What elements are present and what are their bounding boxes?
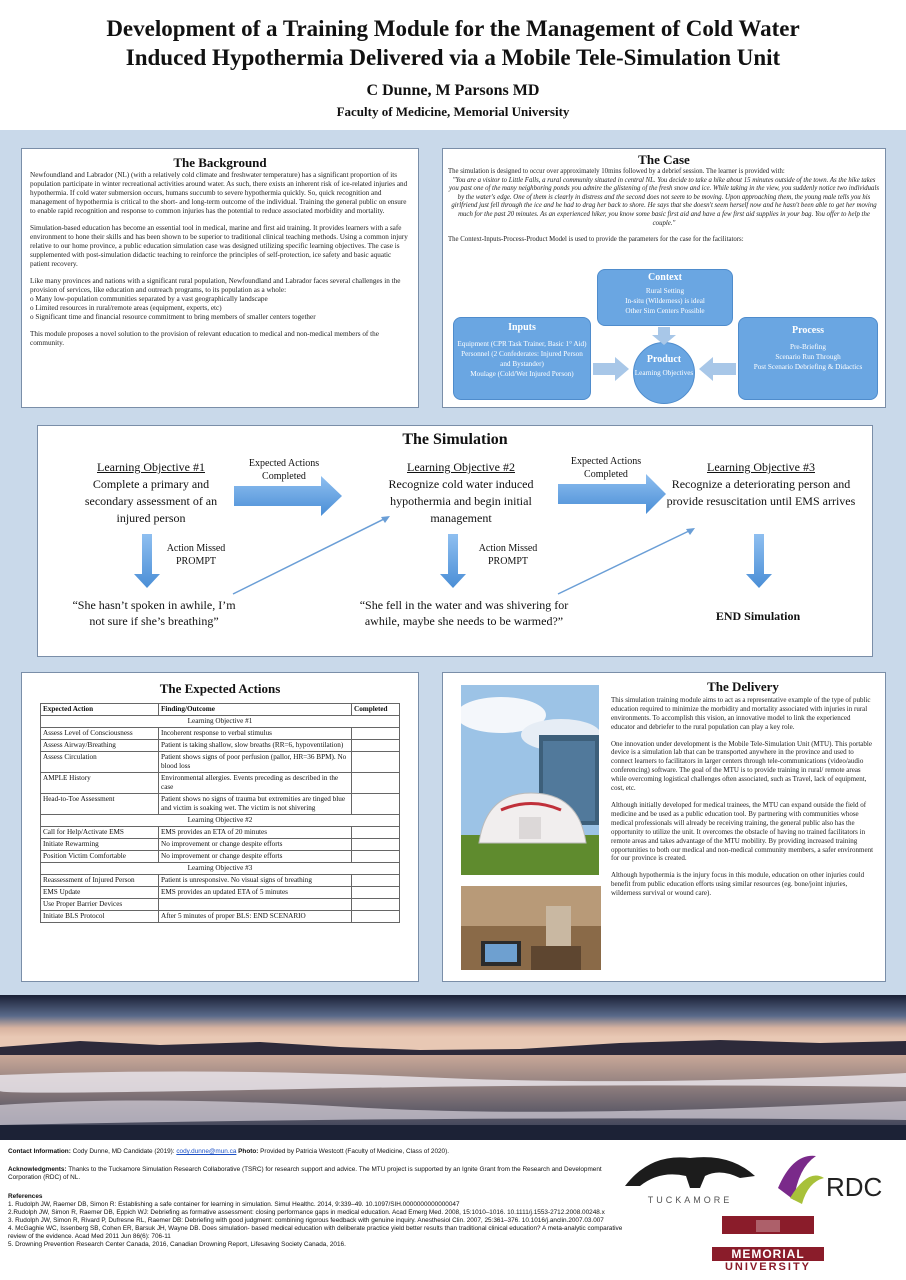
authors: C Dunne, M Parsons MD	[366, 82, 540, 99]
mtu-interior-photo	[461, 886, 601, 970]
finding-cell: Patient is unresponsive. No visual signs of breathing	[159, 875, 352, 887]
prompt-quote-1: “She hasn’t spoken in awhile, I’m not sure if she’s breathing”	[72, 598, 236, 628]
background-p4: This module proposes a novel solution to the provision of relevant education to medical and non-medical members of the community.	[30, 330, 379, 347]
title-line-1: Development of a Training Module for the Management of Cold Water	[106, 16, 800, 41]
table-row	[41, 851, 400, 863]
process-line: Scenario Run Through	[775, 353, 841, 361]
references-label: References	[8, 1193, 43, 1200]
poster-title	[20, 14, 886, 72]
return-arrow-1	[233, 518, 386, 594]
mtu-tent-photo	[461, 685, 599, 875]
background-body	[30, 171, 410, 348]
context-line: In-situ (Wilderness) is ideal	[625, 297, 705, 305]
mun-text-2: UNIVERSITY	[724, 1261, 811, 1273]
delivery-p1: This simulation training module aims to act as a representative example of the type of public education required to minimize the morbidity and mortality associated with injuries in rural environments. To accomplish this vision, an innovative model to link the experienced educator and debriefer to the rural population can play a key role.	[611, 695, 871, 731]
finding-cell: EMS provides an updated ETA of 5 minutes	[159, 887, 352, 899]
lo2-text: Recognize cold water induced hypothermia and begin initial management	[388, 477, 534, 525]
context-line: Other Sim Centers Possible	[625, 307, 705, 315]
arrow-right-icon	[558, 474, 666, 514]
completed-label-1: Expected Actions Completed	[248, 458, 320, 482]
tuckamore-logo	[620, 1148, 760, 1203]
delivery-body	[611, 679, 875, 906]
inputs-line: Equipment (CPR Task Trainer, Basic 1° Aid)	[457, 340, 587, 348]
background-section	[21, 148, 419, 408]
completed-cell[interactable]	[352, 827, 400, 839]
prompt-quote-2: “She fell in the water and was shivering for awhile, maybe she needs to be warmed?”	[359, 598, 569, 628]
process-line: Post Scenario Debriefing & Didactics	[753, 363, 863, 371]
rdc-text: RDC	[826, 1172, 883, 1202]
expected-action-cell: Assess Level of Consciousness	[41, 728, 159, 740]
table-row	[41, 752, 400, 773]
finding-cell: Environmental allergies. Events preceding as described in the case	[159, 773, 352, 794]
finding-cell: EMS provides an ETA of 20 minutes	[159, 827, 352, 839]
contact-email-link[interactable]: cody.dunne@mun.ca	[176, 1148, 237, 1155]
simulation-heading: The Simulation	[402, 431, 508, 448]
bullet: o Limited resources in rural/remote areas (equipment, experts, etc)	[30, 304, 410, 313]
finding-cell: Incoherent response to verbal stimulus	[159, 728, 352, 740]
delivery-p4: Although hypothermia is the injury focus in this module, education on other injuries could benefit from public education efforts using similar resources (eg. bone/joint injuries, wilderness survival or wound care).	[611, 871, 865, 898]
inputs-line: Personnel (2 Confederates: Injured Person and Bystander)	[461, 350, 583, 368]
background-p1: Newfoundland and Labrador (NL) (with a relatively cold climate and freshwater temperature) has a significant proportion of its population participate in winter recreational activities around water. As such, there exists an inherent risk of ice-related injuries and hypothermia. If cold water submersion occurs, humans succumb to severe hypothermia quickly. So, quick recognition and management of hypothermia is critical to the short- and long-term outcome of the individual. Training the general public on ensure to enable rapid recognition and response to common injuries has the potential to reduce associated morbidity and mortality.	[30, 171, 408, 215]
background-p2: Simulation-based education has become an essential tool in medical, marine and first aid training. It provides learners with a safe environment to hone their skills and has been shown to be superior to traditional clinical teaching methods. Using a common injury relative to our home province, a public education simulation case was designed utilizing specific learning objectives. The case is supplemented with post-simulation didactic teaching to reinforce the principles of self-protection, ice safety and basic aquatic patient recovery.	[30, 224, 408, 268]
column-header: Expected Action	[41, 704, 159, 716]
column-header: Completed	[352, 704, 400, 716]
completed-cell[interactable]	[352, 773, 400, 794]
title-line-2: Induced Hypothermia Delivered via a Mobile Tele-Simulation Unit	[125, 45, 781, 70]
completed-cell[interactable]	[352, 875, 400, 887]
lo3-text: Recognize a deteriorating person and provide resuscitation until EMS arrives	[666, 477, 856, 508]
case-heading: The Case	[638, 152, 690, 167]
photo-text: Provided by Patricia Westcott (Faculty of Medicine, Class of 2020).	[260, 1148, 450, 1155]
delivery-heading: The Delivery	[707, 679, 779, 694]
acknowledgments	[8, 1166, 618, 1182]
arrow-right-icon	[234, 476, 342, 516]
ack-label: Acknowledgments:	[8, 1166, 67, 1173]
section-label: Learning Objective #2	[41, 815, 400, 827]
background-heading: The Background	[173, 155, 267, 170]
poster-header	[0, 0, 906, 130]
expected-action-cell: AMPLE History	[41, 773, 159, 794]
completed-cell[interactable]	[352, 911, 400, 923]
landscape-photo	[0, 995, 906, 1140]
finding-cell: Patient shows signs of poor perfusion (pallor, HR=36 BPM). No blood loss	[159, 752, 352, 773]
delivery-p2: One innovation under development is the Mobile Tele-Simulation Unit (MTU). This portable device is a simulation lab that can be transported anywhere in the province and used to connect learners to facilitators in larger centers through tele-communications (video/audio conferencing) software. The goal of the MTU is to provide training in rural/ remote areas while overcoming logistical challenges often associated, such as Travel, lack of equipment, cost, etc.	[611, 739, 872, 793]
table-row	[41, 911, 400, 923]
arrow-right-icon	[593, 357, 629, 381]
lo1-text: Complete a primary and secondary assessment of an injured person	[84, 477, 218, 525]
completed-cell[interactable]	[352, 899, 400, 911]
table-row	[41, 827, 400, 839]
completed-cell[interactable]	[352, 851, 400, 863]
lo3-title: Learning Objective #3	[707, 460, 815, 474]
reference-item: 2.Rudolph JW, Simon R, Raemer DB, Eppich WJ: Debriefing as formative assessment: closing performance gaps in medical education. Acad Emerg Med. 2008, 15:1010–1016. 10.1111/j.1553-2712.2008.00248.x	[8, 1209, 605, 1216]
lo1-title: Learning Objective #1	[97, 460, 205, 474]
product-line: Learning Objectives	[634, 369, 694, 377]
contact-text: Cody Dunne, MD Candidate (2019):	[72, 1148, 177, 1155]
process-line: Pre-Briefing	[790, 343, 826, 351]
finding-cell: Patient is taking shallow, slow breaths (RR=6, hypoventilation)	[159, 740, 352, 752]
expected-action-cell: Initiate BLS Protocol	[41, 911, 159, 923]
completed-cell[interactable]	[352, 839, 400, 851]
completed-cell[interactable]	[352, 740, 400, 752]
background-p3: Like many provinces and nations with a significant rural population, Newfoundland and Labrador faces several challenges in the provision of services, like education and outreach programs, to its population as a whole:	[30, 277, 401, 294]
finding-cell: No improvement or change despite efforts	[159, 839, 352, 851]
arrow-down-icon	[746, 534, 772, 588]
contact-label: Contact Information:	[8, 1148, 71, 1155]
missed-label-2: Action Missed PROMPT	[478, 543, 538, 567]
rdc-logo	[768, 1148, 898, 1208]
table-row	[41, 740, 400, 752]
simulation-arrows	[38, 426, 874, 658]
table-section-row	[41, 863, 400, 875]
expected-action-cell: Head-to-Toe Assessment	[41, 794, 159, 815]
table-row	[41, 839, 400, 851]
expected-action-cell: EMS Update	[41, 887, 159, 899]
rdc-swirl-icon	[768, 1148, 828, 1206]
reference-item: 3. Rudolph JW, Simon R, Rivard P, Dufresne RL, Raemer DB: Debriefing with good judgment: combining rigorous feedback with genuine inquiry. Anesthesiol Clin. 2007, 25:361–376. 10.1016/j.anclin.2007.03.007	[8, 1217, 604, 1224]
section-label: Learning Objective #1	[41, 716, 400, 728]
context-line: Rural Setting	[645, 287, 685, 295]
expected-action-cell: Assess Airway/Breathing	[41, 740, 159, 752]
table-section-row	[41, 716, 400, 728]
expected-action-cell: Call for Help/Activate EMS	[41, 827, 159, 839]
expected-action-cell: Reassessment of Injured Person	[41, 875, 159, 887]
bullet: o Significant time and financial resource commitment to bring members of smaller centers together	[30, 313, 410, 322]
table-row	[41, 899, 400, 911]
completed-cell[interactable]	[352, 794, 400, 815]
table-row	[41, 875, 400, 887]
missed-label-1: Action Missed PROMPT	[166, 543, 226, 567]
bullet: o Many low-population communities separated by a vast geographically landscape	[30, 295, 410, 304]
context-title: Context	[648, 272, 682, 283]
simulation-section	[37, 425, 873, 657]
table-header-row	[41, 704, 400, 716]
product-title: Product	[646, 354, 682, 365]
cipp-intro: The Context-Inputs-Process-Product Model is used to provide the parameters for the case for the facilitators:	[448, 236, 744, 244]
column-header: Finding/Outcome	[159, 704, 352, 716]
mun-text-1: MEMORIAL	[712, 1247, 824, 1261]
cipp-arrows	[443, 149, 887, 409]
expected-heading: The Expected Actions	[159, 681, 281, 696]
expected-action-cell: Initiate Rewarming	[41, 839, 159, 851]
reference-item: 4. McGaghie WC, Issenberg SB, Cohen ER, Barsuk JH, Wayne DB. Does simulation- based medical education with deliberate practice yield better results than traditional clinical education? A meta-analytic comparative review of the evidence. Acad Med 2011 Jun 86(6): 706-11	[8, 1225, 623, 1240]
section-label: Learning Objective #3	[41, 863, 400, 875]
ack-text: Thanks to the Tuckamore Simulation Research Collaborative (TSRC) for research support and advice. The MTU project is supported by an Ignite Grant from the Research and Development Corporation (RDC) of NL.	[8, 1166, 602, 1181]
table-row	[41, 773, 400, 794]
expected-action-cell: Assess Circulation	[41, 752, 159, 773]
finding-cell: Patient shows no signs of trauma but extremities are tinged blue and victim is soaking wet. The victim is not shivering	[159, 794, 352, 815]
case-scenario: "You are a visitor to Little Falls, a rural community situated in central NL. You decide to take a hike about 15 minutes outside of the town. As the hike takes you past one of the many neighboring ponds you admire the glistening of the fresh snow and ice. While taking in the view, you suddenly notice two individuals by the water's edge. One of them is clearly in distress and the second does not seem to be moving. Upon approaching them, the young male tells you his girlfriend just fell through the ice and he had to drag her back to shore. He says that she doesn't seem herself now and he hasn't been able to get her moving much for the past 20 minutes. As an experienced hiker, you know some basic first aid and have a few first aid supplies in your bag. You offer to help the couple."	[449, 176, 879, 227]
photo-label: Photo:	[238, 1148, 259, 1155]
inputs-line: Moulage (Cold/Wet Injured Person)	[470, 370, 574, 378]
arrow-left-icon	[699, 357, 736, 381]
case-section	[442, 148, 886, 408]
expected-actions-body	[41, 716, 400, 923]
delivery-p3: Although initially developed for medical trainees, the MTU can expand outside the field of medicine and be used as a public education tool. By partnering with communities whose medical professionals will already be receiving training, the general public also has the opportunity to utilize the unit. It overcomes the obstacle of having no trained facilitators in remote areas and takes advantage of the MTU mobility. By providing increased training opportunities to both our medical and non-medical community members, a safer environment for our province is created.	[611, 800, 874, 863]
table-row	[41, 794, 400, 815]
case-intro: The simulation is designed to occur over approximately 10mins followed by a debrief session. The learner is provided with:	[448, 168, 785, 175]
arrow-down-icon	[134, 534, 160, 588]
expected-action-cell: Use Proper Barrier Devices	[41, 899, 159, 911]
lo2-title: Learning Objective #2	[407, 460, 515, 474]
reference-item: 5. Drowning Prevention Research Center Canada, 2016, Canadian Drowning Report, Lifesaving Society Canada, 2016.	[8, 1241, 346, 1248]
expected-action-cell: Position Victim Comfortable	[41, 851, 159, 863]
memorial-university-logo	[712, 1212, 824, 1274]
completed-cell[interactable]	[352, 887, 400, 899]
finding-cell: No improvement or change despite efforts	[159, 851, 352, 863]
arrow-down-icon	[440, 534, 466, 588]
mun-shield-icon	[712, 1212, 824, 1242]
inputs-title: Inputs	[508, 322, 536, 333]
tuckamore-text: TUCKAMORE	[647, 1195, 733, 1205]
arrow-down-icon	[652, 327, 676, 345]
end-simulation: END Simulation	[715, 609, 801, 623]
background-bullets	[30, 295, 410, 322]
reference-item: 1. Rudolph JW, Raemer DB, Simon R: Establishing a safe container for learning in simulation. Simul Healthc. 2014, 9:339–49. 10.1097/SIH.0000000000000047	[8, 1201, 460, 1208]
contact-line	[8, 1148, 608, 1156]
table-row	[41, 887, 400, 899]
delivery-section	[442, 672, 886, 982]
finding-cell: After 5 minutes of proper BLS: END SCENARIO	[159, 911, 352, 923]
finding-cell	[159, 899, 352, 911]
tuckamore-tree-icon	[620, 1148, 760, 1190]
table-row	[41, 728, 400, 740]
expected-actions-table	[40, 703, 400, 923]
completed-label-2: Expected Actions Completed	[570, 456, 642, 480]
table-section-row	[41, 815, 400, 827]
completed-cell[interactable]	[352, 728, 400, 740]
return-arrow-2	[558, 530, 691, 594]
affiliation: Faculty of Medicine, Memorial University	[336, 104, 570, 119]
completed-cell[interactable]	[352, 752, 400, 773]
expected-actions-section	[21, 672, 419, 982]
process-title: Process	[791, 325, 825, 336]
references	[8, 1193, 628, 1249]
